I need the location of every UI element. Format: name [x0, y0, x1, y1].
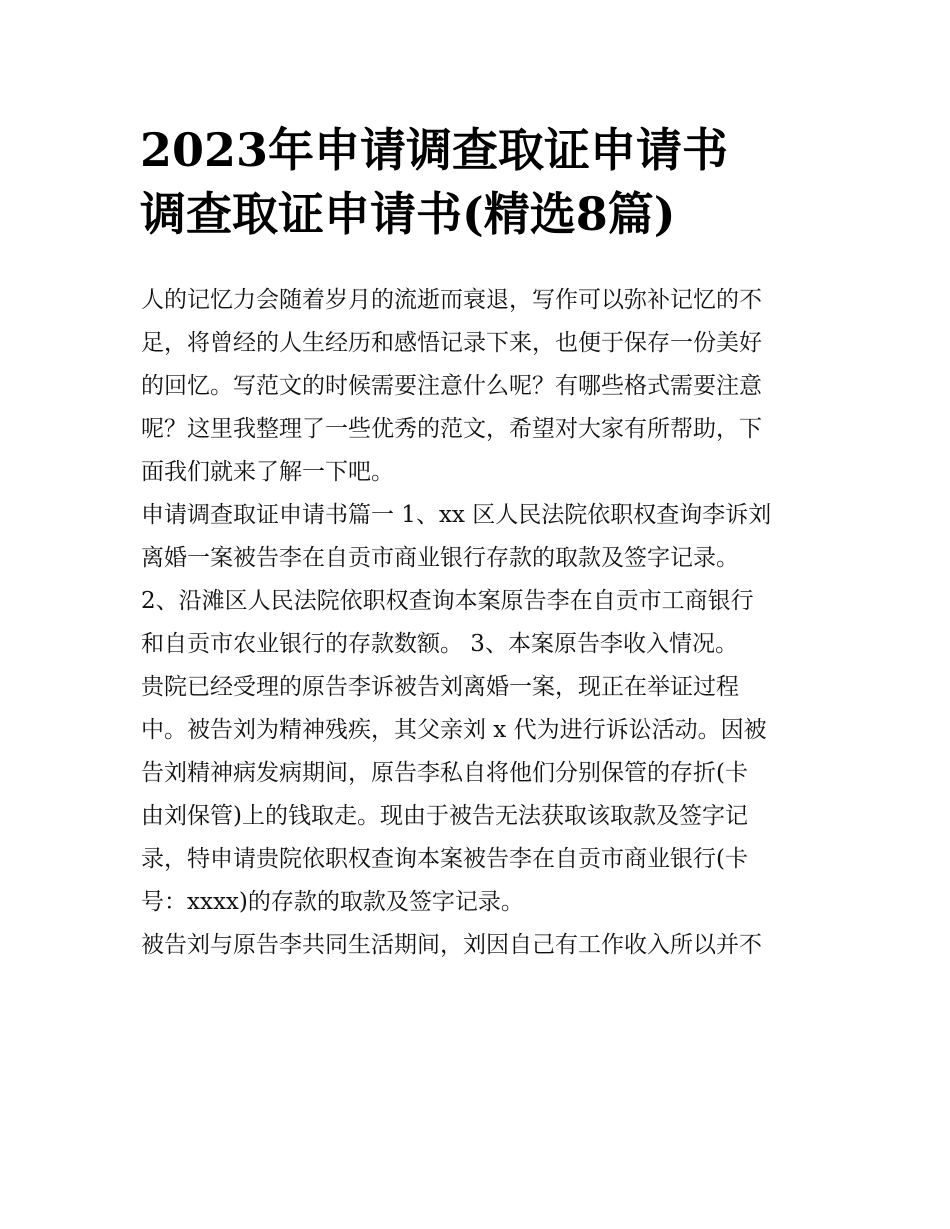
- text-line: 人的记忆力会随着岁月的流逝而衰退，写作可以弥补记忆的不: [141, 287, 762, 313]
- text-line: 中。被告刘为精神残疾，其父亲刘 x 代为进行诉讼活动。因被: [141, 717, 767, 743]
- document-title: [140, 118, 820, 246]
- text-line: 离婚一案被告李在自贡市商业银行存款的取款及签字记录。: [141, 545, 739, 571]
- text-line: 贵院已经受理的原告李诉被告刘离婚一案，现正在举证过程: [141, 674, 739, 700]
- title-line-2: 调查取证申请书(精选8篇): [140, 187, 676, 241]
- paragraph-intro: [141, 279, 813, 494]
- document-body: [141, 279, 813, 967]
- text-line: 录，特申请贵院依职权查询本案被告李在自贡市商业银行(卡: [141, 846, 748, 872]
- text-line: 的回忆。写范文的时候需要注意什么呢？有哪些格式需要注意: [141, 373, 762, 399]
- paragraph-item-1: [141, 494, 813, 580]
- text-line: 2、沿滩区人民法院依职权查询本案原告李在自贡市工商银行: [141, 588, 754, 614]
- text-line: 呢？这里我整理了一些优秀的范文，希望对大家有所帮助，下: [141, 416, 762, 442]
- text-line: 申请调查取证申请书篇一 1、xx 区人民法院依职权查询李诉刘: [141, 502, 772, 528]
- text-line: 告刘精神病发病期间，原告李私自将他们分别保管的存折(卡: [141, 760, 748, 786]
- paragraph-item-2: [141, 580, 813, 666]
- text-line: 和自贡市农业银行的存款数额。 3、本案原告李收入情况。: [141, 631, 738, 657]
- paragraph-reason: [141, 666, 813, 924]
- text-line: 号：xxxx)的存款的取款及签字记录。: [141, 889, 524, 915]
- text-line: 被告刘与原告李共同生活期间，刘因自己有工作收入所以并不: [141, 932, 762, 958]
- title-line-1: 2023年申请调查取证申请书: [140, 123, 729, 177]
- paragraph-continued: [141, 924, 813, 967]
- text-line: 面我们就来了解一下吧。: [141, 459, 394, 485]
- text-line: 足，将曾经的人生经历和感悟记录下来，也便于保存一份美好: [141, 330, 762, 356]
- text-line: 由刘保管)上的钱取走。现由于被告无法获取该取款及签字记: [141, 803, 748, 829]
